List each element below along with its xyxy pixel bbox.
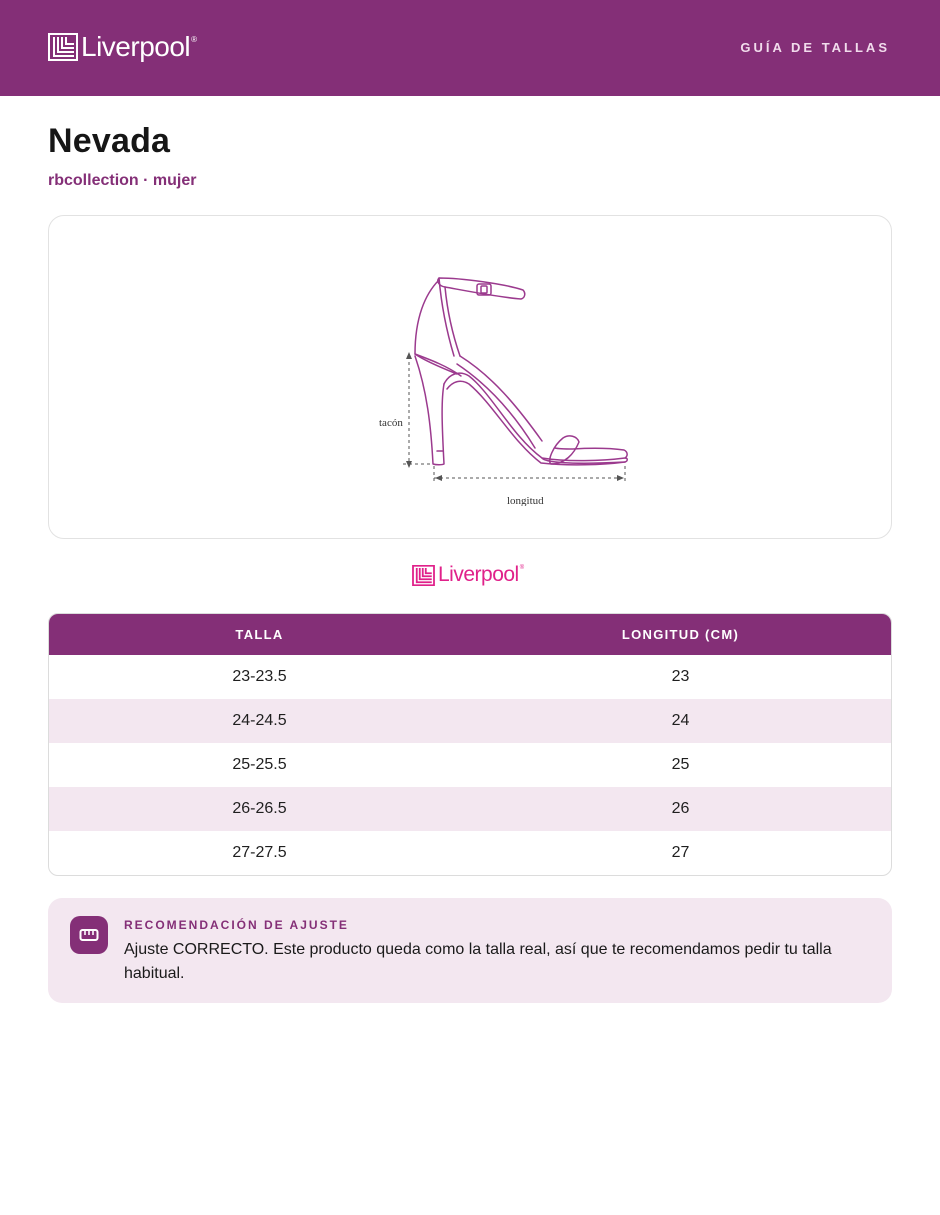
length-cell: 26 — [671, 800, 690, 817]
length-cell: 23 — [671, 668, 690, 685]
fit-recommendation-label: RECOMENDACIÓN DE AJUSTE — [124, 918, 349, 932]
size-table — [48, 613, 892, 876]
fit-recommendation-text: Ajuste CORRECTO. Este producto queda como la talla real, así que te recomendamos pedir tu talla habitual. — [124, 941, 832, 982]
size-cell: 25-25.5 — [232, 756, 287, 773]
size-guide-nav-label: GUÍA DE TALLAS — [740, 40, 890, 55]
product-title: Nevada — [48, 122, 171, 160]
table-row — [49, 743, 891, 787]
shoe-diagram-card — [48, 215, 892, 539]
table-row — [49, 831, 891, 875]
length-cell: 25 — [671, 756, 690, 773]
table-header-row — [49, 614, 891, 655]
sandal-measurement-diagram — [327, 266, 637, 506]
liverpool-logo-icon — [48, 33, 78, 61]
length-cell: 24 — [671, 712, 690, 729]
liverpool-wordmark: Liverpool — [81, 31, 191, 62]
table-row — [49, 699, 891, 743]
registered-mark: ® — [191, 34, 198, 44]
column-header-size: TALLA — [235, 627, 284, 642]
size-cell: 23-23.5 — [232, 668, 287, 685]
table-row — [49, 655, 891, 699]
column-header-length: LONGITUD (CM) — [621, 627, 740, 642]
length-label: longitud — [507, 495, 544, 506]
liverpool-brand-mark — [412, 562, 524, 588]
ruler-icon — [70, 916, 108, 954]
liverpool-wordmark: Liverpool — [438, 563, 519, 586]
size-cell: 26-26.5 — [232, 800, 287, 817]
size-cell: 24-24.5 — [232, 712, 287, 729]
top-header — [0, 0, 940, 96]
registered-mark: ® — [519, 565, 525, 571]
heel-label: tacón — [379, 417, 403, 429]
size-cell: 27-27.5 — [232, 844, 287, 861]
length-cell: 27 — [671, 844, 690, 861]
table-row — [49, 787, 891, 831]
liverpool-logo-icon — [412, 565, 435, 586]
product-brand-category: rbcollection · mujer — [48, 172, 197, 189]
liverpool-logo[interactable] — [48, 30, 197, 64]
fit-recommendation-box — [48, 898, 892, 1003]
